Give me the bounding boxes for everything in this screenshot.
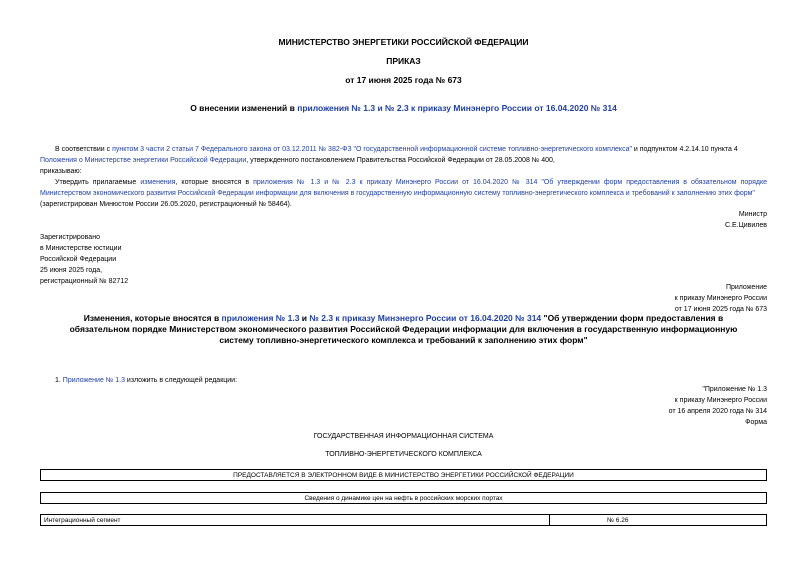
segment-label: Интеграционный сегмент [44,517,121,524]
changes-title-link-2[interactable]: № 2.3 к приказу Минэнерго России от 16.04.2020 № 314 [309,313,542,323]
table-row-segment [40,514,767,526]
p2-text-b: , которые вносятся в [175,179,254,186]
appendix-link[interactable]: приложения № 1.3 и № 2.3 к приказу Минэнерго России от 16.04.2020 № 314 "Об утверждении форм предоставления в обязательном порядке [253,179,768,186]
changes-title-line-3: систему топливно-энергетического комплекса и требований к заполнению этих форм" [219,335,588,345]
order-heading: ПРИКАЗ [386,56,421,66]
paragraph-2-line-2[interactable]: Министерством экономического развития Российской Федерации информации для включения в государственную информационную систему топливно-энергетического комплекса и требований к заполнению этих форм" [40,190,755,197]
form-ref-line-2: к приказу Минэнерго России [674,397,767,404]
registration-line-4: 25 июня 2025 года, [40,267,103,274]
paragraph-1-line-2 [40,155,555,166]
p1-text-a: В соответствии с [55,146,113,153]
form-ref-line-1: "Приложение № 1.3 [702,386,767,393]
form-ref-line-4: Форма [745,419,767,426]
table-row-submission [40,469,767,481]
table-row-subject [40,492,767,504]
item-1 [55,375,237,386]
subject-text: Сведения о динамике цен на нефть в российских морских портах [304,495,503,502]
title-link[interactable]: приложения № 1.3 и № 2.3 к приказу Минэнерго России от 16.04.2020 № 314 [297,103,617,113]
submission-text: ПРЕДОСТАВЛЯЕТСЯ В ЭЛЕКТРОННОМ ВИДЕ В МИНИСТЕРСТВО ЭНЕРГЕТИКИ РОССИЙСКОЙ ФЕДЕРАЦИИ [233,472,574,479]
title-prefix: О внесении изменений в [190,103,298,113]
registration-line-5: регистрационный № 82712 [40,278,129,285]
p1-text-b: и подпунктом 4.2.14.10 пункта 4 [631,146,738,153]
changes-title-line-2: обязательном порядке Министерством экономического развития Российской Федерации информации для включения в государственную информационную [69,324,738,334]
paragraph-2-line-1 [55,177,767,188]
segment-value: № 6.26 [607,517,629,524]
gis-line-2: ТОПЛИВНО-ЭНЕРГЕТИЧЕСКОГО КОМПЛЕКСА [325,451,482,458]
signature-position: Министр [738,211,767,218]
paragraph-1-line-3: приказываю: [40,168,82,175]
changes-title-line-1 [0,313,807,323]
changes-title-link-1[interactable]: приложения № 1.3 [221,313,300,323]
paragraph-1-line-1 [55,144,738,155]
appendix-line-1: Приложение [725,284,767,291]
regulation-link[interactable]: Положения о Министерстве энергетики Российской Федерации [40,157,247,164]
signature-name: С.Е.Цивилев [724,222,767,229]
changes-title-a: Изменения, которые вносятся в [83,313,222,323]
item-1-link[interactable]: Приложение № 1.3 [62,377,125,384]
registration-line-1: Зарегистрировано [40,234,100,241]
item-1-text: изложить в следующей редакции: [124,377,238,384]
changes-title-b: и [299,313,310,323]
appendix-line-3: от 17 июня 2025 года № 673 [674,306,767,313]
paragraph-2-line-3: (зарегистрирован Минюстом России 26.05.2020, регистрационный № 58464). [40,201,292,208]
order-date: от 17 июня 2025 года № 673 [345,75,462,85]
appendix-line-2: к приказу Минэнерго России [674,295,767,302]
p1-text-c: , утвержденного постановлением Правительства Российской Федерации от 28.05.2008 № 400, [246,157,555,164]
law-link[interactable]: пунктом 3 части 2 статьи 7 Федерального закона от 03.12.2011 № 382-ФЗ "О государственной информационной системе топливно-энергетического комплекса" [112,146,632,153]
segment-divider [549,515,769,525]
changes-title-c: "Об утверждении форм предоставления в [541,313,724,323]
item-1-number: 1. [55,377,63,384]
p2-text-a: Утвердить прилагаемые [55,179,141,186]
ministry-heading: МИНИСТЕРСТВО ЭНЕРГЕТИКИ РОССИЙСКОЙ ФЕДЕРАЦИИ [278,37,529,47]
changes-link[interactable]: изменения [140,179,176,186]
registration-line-2: в Министерстве юстиции [40,245,122,252]
gis-line-1: ГОСУДАРСТВЕННАЯ ИНФОРМАЦИОННАЯ СИСТЕМА [313,433,494,440]
form-ref-line-3: от 16 апреля 2020 года № 314 [668,408,767,415]
document-title [0,103,807,113]
registration-line-3: Российской Федерации [40,256,117,263]
